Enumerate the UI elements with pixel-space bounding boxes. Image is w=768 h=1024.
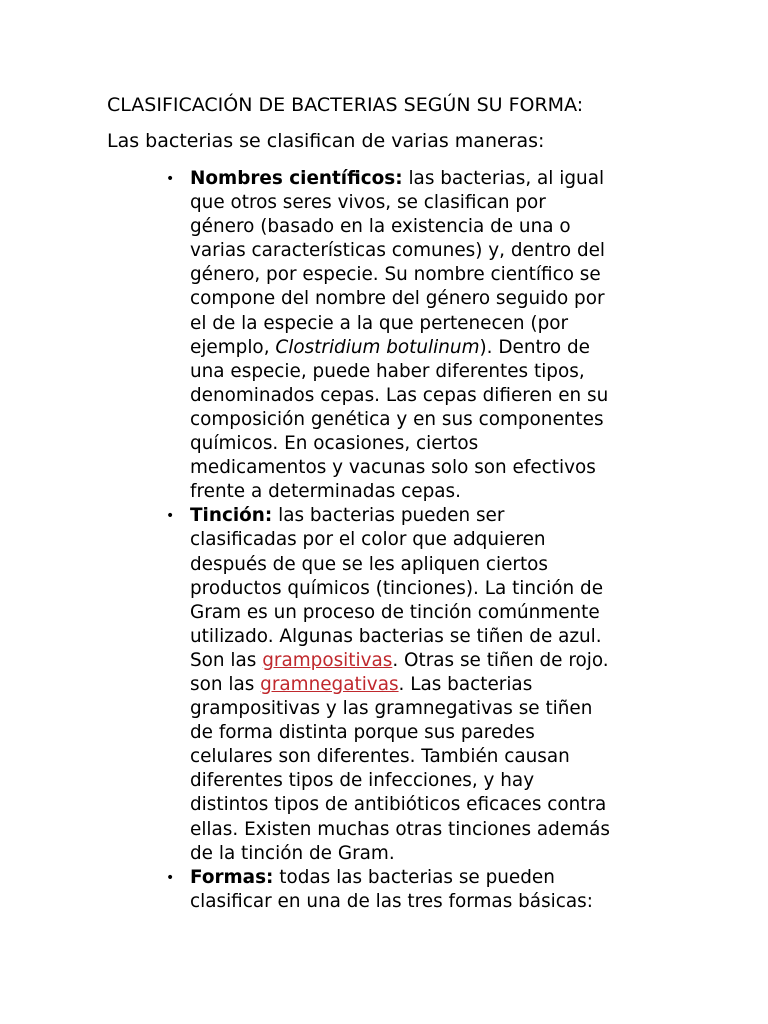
text-line: de forma distinta porque sus paredes (190, 722, 535, 744)
text-line: Nombres científicos: las bacterias, al igual (190, 168, 605, 189)
text-line: Gram es un proceso de tinción comúnmente (190, 601, 600, 623)
list-item-shapes (166, 866, 662, 914)
text-line: ellas. Existen muchas otras tinciones además (190, 818, 610, 840)
text-line: de la tinción de Gram. (190, 842, 395, 864)
text-line: diferentes tipos de infecciones, y hay (190, 770, 535, 792)
text-line: clasificar en una de las tres formas básicas: (190, 890, 593, 912)
text-line: el de la especie a la que pertenecen (por (190, 312, 569, 334)
text-line: químicos. En ocasiones, ciertos (190, 433, 479, 455)
text-line: Formas: todas las bacterias se pueden (190, 866, 555, 888)
bullet-icon: • (166, 508, 175, 525)
intro-paragraph: Las bacterias se clasifican de varias maneras: (107, 130, 545, 152)
text-line: género (basado en la existencia de una o (190, 216, 571, 238)
text-line: varias características comunes) y, dentro del (190, 240, 606, 262)
item-term: Formas: (190, 866, 274, 888)
text-line: composición genética y en sus componentes (190, 408, 604, 430)
text-line: compone del nombre del género seguido por (190, 288, 605, 310)
text-line: medicamentos y vacunas solo son efectivos (190, 457, 596, 479)
text-line: productos químicos (tinciones). La tinción de (190, 577, 604, 599)
text-line: que otros seres vivos, se clasifican por (190, 192, 546, 214)
text-line: género, por especie. Su nombre científico se (190, 264, 601, 286)
text-line: son las gramnegativas. Las bacterias (190, 673, 533, 695)
text-line: Son las grampositivas. Otras se tiñen de rojo. (190, 649, 609, 671)
list-item-staining (166, 504, 662, 865)
grampositivas-link[interactable]: grampositivas (262, 649, 393, 671)
classification-list (166, 167, 662, 914)
item-term: Nombres científicos: (190, 168, 403, 189)
text-line: después de que se les apliquen ciertos (190, 553, 549, 575)
bullet-icon: • (166, 171, 175, 187)
text-line: una especie, puede haber diferentes tipos, (190, 360, 585, 382)
text-line: utilizado. Algunas bacterias se tiñen de azul. (190, 625, 602, 647)
text-line: distintos tipos de antibióticos eficaces contra (190, 794, 607, 816)
item-term: Tinción: (190, 505, 273, 527)
text-line: grampositivas y las gramnegativas se tiñen (190, 698, 593, 720)
text-line: ejemplo, Clostridium botulinum). Dentro de (190, 336, 590, 358)
gramnegativas-link[interactable]: gramnegativas (260, 673, 399, 695)
text-line: Tinción: las bacterias pueden ser (190, 505, 505, 527)
species-example: Clostridium botulinum (275, 336, 480, 358)
list-item-scientific-names (166, 167, 662, 504)
text-line: clasificadas por el color que adquieren (190, 529, 546, 551)
bullet-icon: • (166, 869, 175, 886)
text-line: denominados cepas. Las cepas difieren en su (190, 384, 609, 406)
document-heading: CLASIFICACIÓN DE BACTERIAS SEGÚN SU FORMA: (107, 94, 584, 116)
text-line: frente a determinadas cepas. (190, 481, 461, 503)
text-line: celulares son diferentes. También causan (190, 746, 570, 768)
